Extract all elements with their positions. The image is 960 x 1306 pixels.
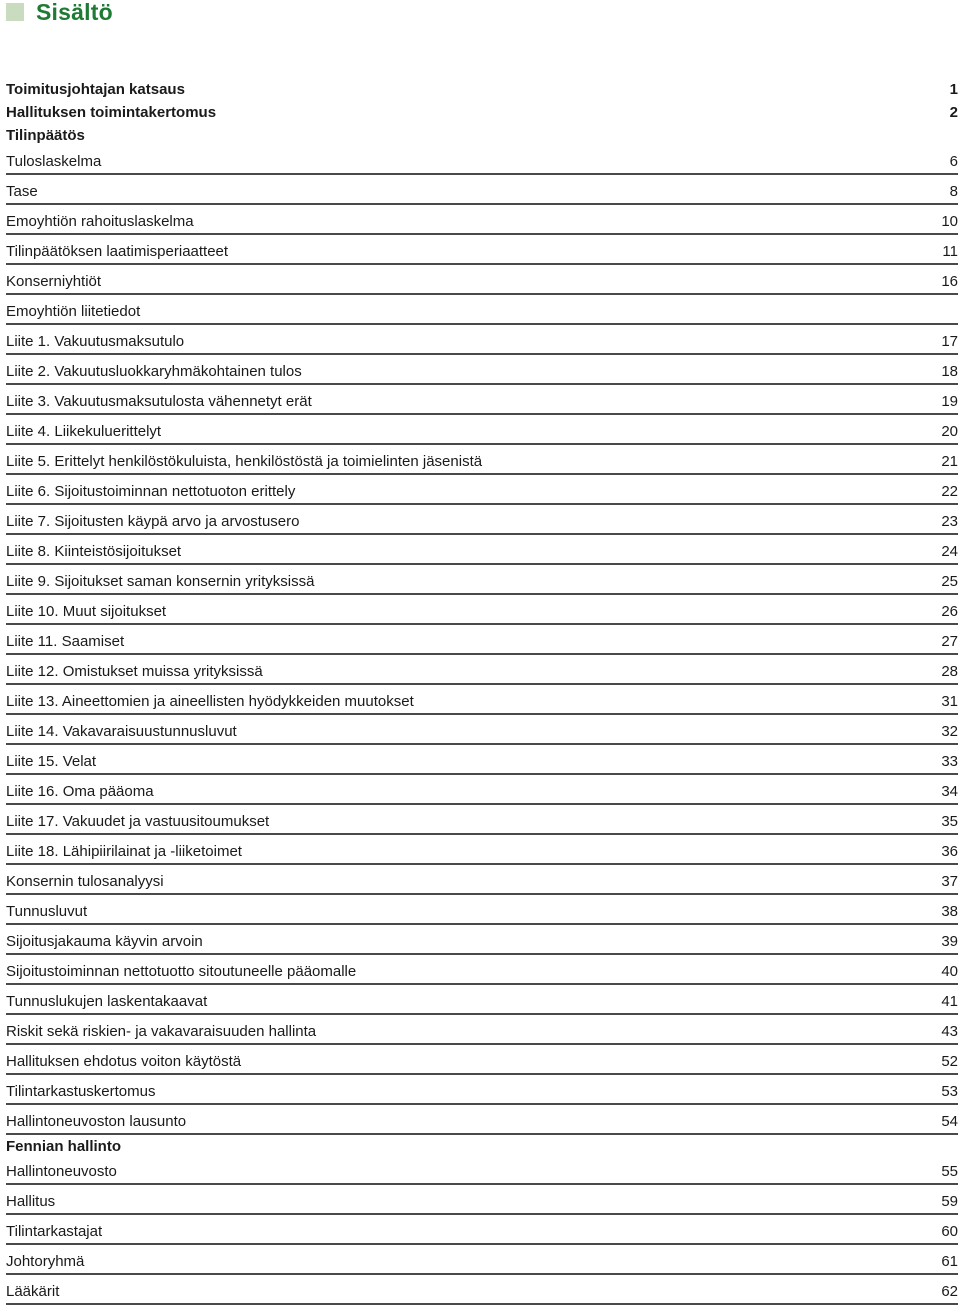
toc-label: Liite 5. Erittelyt henkilöstökuluista, henkilöstöstä ja toimielinten jäsenistä <box>6 453 483 470</box>
toc-label: Sijoitusjakauma käyvin arvoin <box>6 933 203 950</box>
toc-label: Tilintarkastajat <box>6 1223 103 1240</box>
toc-label: Hallituksen toimintakertomus <box>6 104 217 121</box>
toc-row[interactable] <box>6 685 958 715</box>
toc-page-number: 37 <box>941 873 958 890</box>
toc-row[interactable] <box>6 745 958 775</box>
toc-row[interactable] <box>6 505 958 535</box>
toc-page-number: 59 <box>941 1193 958 1210</box>
toc-page-number: 33 <box>941 753 958 770</box>
toc-row[interactable] <box>6 475 958 505</box>
toc-page-number: 38 <box>941 903 958 920</box>
toc-label: Liite 1. Vakuutusmaksutulo <box>6 333 185 350</box>
toc-row[interactable] <box>6 1045 958 1075</box>
toc-row[interactable] <box>6 1275 958 1305</box>
toc-label: Hallituksen ehdotus voiton käytöstä <box>6 1053 242 1070</box>
toc-label: Johtoryhmä <box>6 1253 85 1270</box>
toc-label: Lääkärit <box>6 1283 60 1300</box>
toc-label: Liite 18. Lähipiirilainat ja -liiketoimet <box>6 843 242 860</box>
toc-page-number: 41 <box>941 993 958 1010</box>
toc-label: Tilinpäätöksen laatimisperiaatteet <box>6 243 229 260</box>
toc-label: Tilintarkastuskertomus <box>6 1083 156 1100</box>
toc-label: Liite 7. Sijoitusten käypä arvo ja arvostusero <box>6 513 300 530</box>
toc-row[interactable] <box>6 415 958 445</box>
toc-label: Konsernin tulosanalyysi <box>6 873 164 890</box>
toc-row[interactable] <box>6 535 958 565</box>
toc-label: Hallintoneuvosto <box>6 1163 117 1180</box>
toc-row[interactable] <box>6 355 958 385</box>
toc-row[interactable] <box>6 625 958 655</box>
table-of-contents <box>6 78 958 1305</box>
toc-row[interactable] <box>6 445 958 475</box>
toc-row[interactable] <box>6 325 958 355</box>
toc-label: Toimitusjohtajan katsaus <box>6 81 185 98</box>
toc-page-number: 54 <box>941 1113 958 1130</box>
toc-label: Riskit sekä riskien- ja vakavaraisuuden hallinta <box>6 1023 317 1040</box>
toc-page-number: 26 <box>941 603 958 620</box>
toc-row[interactable] <box>6 205 958 235</box>
toc-page-number: 52 <box>941 1053 958 1070</box>
toc-page-number: 31 <box>941 693 958 710</box>
toc-row[interactable] <box>6 655 958 685</box>
toc-page-number: 23 <box>941 513 958 530</box>
toc-row[interactable] <box>6 101 958 124</box>
toc-label: Liite 4. Liikekuluerittelyt <box>6 423 162 440</box>
toc-page-number: 16 <box>941 273 958 290</box>
toc-page-number: 10 <box>941 213 958 230</box>
toc-label: Tuloslaskelma <box>6 153 102 170</box>
toc-label: Liite 13. Aineettomien ja aineellisten hyödykkeiden muutokset <box>6 693 414 710</box>
toc-label: Tilinpäätös <box>6 127 85 144</box>
toc-label: Liite 8. Kiinteistösijoitukset <box>6 543 182 560</box>
toc-page-number: 34 <box>941 783 958 800</box>
toc-row[interactable] <box>6 895 958 925</box>
toc-row[interactable] <box>6 235 958 265</box>
toc-label: Tunnusluvut <box>6 903 88 920</box>
toc-page-number: 19 <box>941 393 958 410</box>
toc-row[interactable] <box>6 175 958 205</box>
toc-page-number: 20 <box>941 423 958 440</box>
toc-label: Tase <box>6 183 38 200</box>
toc-page-number: 40 <box>941 963 958 980</box>
toc-page-number: 39 <box>941 933 958 950</box>
toc-row[interactable] <box>6 1135 958 1157</box>
toc-label: Liite 6. Sijoitustoiminnan nettotuoton erittely <box>6 483 296 500</box>
toc-label: Liite 2. Vakuutusluokkaryhmäkohtainen tulos <box>6 363 302 380</box>
page-header <box>6 0 113 24</box>
toc-label: Liite 3. Vakuutusmaksutulosta vähennetyt erät <box>6 393 312 410</box>
header-square-icon <box>6 3 24 21</box>
toc-row[interactable] <box>6 565 958 595</box>
toc-label: Hallintoneuvoston lausunto <box>6 1113 187 1130</box>
toc-label: Emoyhtiön liitetiedot <box>6 303 141 320</box>
toc-row[interactable] <box>6 385 958 415</box>
toc-page-number: 11 <box>942 243 958 260</box>
toc-label: Tunnuslukujen laskentakaavat <box>6 993 208 1010</box>
toc-page-number: 62 <box>941 1283 958 1300</box>
toc-row[interactable] <box>6 146 958 175</box>
toc-label: Liite 11. Saamiset <box>6 633 125 650</box>
toc-label: Liite 12. Omistukset muissa yrityksissä <box>6 663 263 680</box>
toc-row[interactable] <box>6 775 958 805</box>
toc-row[interactable] <box>6 1185 958 1215</box>
toc-page-number: 36 <box>941 843 958 860</box>
toc-label: Hallitus <box>6 1193 56 1210</box>
toc-row[interactable] <box>6 78 958 101</box>
toc-page-number: 25 <box>941 573 958 590</box>
toc-row[interactable] <box>6 1015 958 1045</box>
toc-page-number: 27 <box>941 633 958 650</box>
toc-row[interactable] <box>6 835 958 865</box>
toc-page-number: 6 <box>949 153 958 170</box>
toc-label: Fennian hallinto <box>6 1138 121 1155</box>
toc-label: Konserniyhtiöt <box>6 273 102 290</box>
toc-row[interactable] <box>6 124 958 146</box>
toc-page-number: 21 <box>941 453 958 470</box>
toc-label: Liite 17. Vakuudet ja vastuusitoumukset <box>6 813 270 830</box>
toc-row[interactable] <box>6 805 958 835</box>
toc-row[interactable] <box>6 925 958 955</box>
toc-label: Liite 15. Velat <box>6 753 97 770</box>
toc-page-number: 18 <box>941 363 958 380</box>
toc-row[interactable] <box>6 1105 958 1135</box>
toc-page-number: 28 <box>941 663 958 680</box>
toc-page-number: 35 <box>941 813 958 830</box>
toc-page-number: 43 <box>941 1023 958 1040</box>
toc-label: Liite 14. Vakavaraisuustunnusluvut <box>6 723 237 740</box>
toc-row[interactable] <box>6 1245 958 1275</box>
toc-page-number: 17 <box>941 333 958 350</box>
toc-page-number: 61 <box>941 1253 958 1270</box>
toc-row[interactable] <box>6 955 958 985</box>
page-title: Sisältö <box>36 0 113 25</box>
toc-page-number: 24 <box>941 543 958 560</box>
toc-label: Sijoitustoiminnan nettotuotto sitoutuneelle pääomalle <box>6 963 357 980</box>
toc-label: Liite 10. Muut sijoitukset <box>6 603 167 620</box>
toc-row[interactable] <box>6 1075 958 1105</box>
toc-row[interactable] <box>6 265 958 295</box>
toc-label: Liite 9. Sijoitukset saman konsernin yrityksissä <box>6 573 315 590</box>
toc-label: Liite 16. Oma pääoma <box>6 783 154 800</box>
toc-row[interactable] <box>6 715 958 745</box>
toc-row[interactable] <box>6 985 958 1015</box>
toc-page-number: 53 <box>941 1083 958 1100</box>
toc-row[interactable] <box>6 865 958 895</box>
toc-row[interactable] <box>6 1215 958 1245</box>
toc-page-number: 1 <box>949 81 958 98</box>
toc-page-number: 55 <box>941 1163 958 1180</box>
toc-page-number: 60 <box>941 1223 958 1240</box>
toc-label: Emoyhtiön rahoituslaskelma <box>6 213 194 230</box>
toc-page-number: 8 <box>949 183 958 200</box>
toc-row[interactable] <box>6 1157 958 1185</box>
toc-page-number: 22 <box>941 483 958 500</box>
toc-page-number: 32 <box>941 723 958 740</box>
toc-row[interactable] <box>6 295 958 325</box>
toc-page-number: 2 <box>949 104 958 121</box>
toc-row[interactable] <box>6 595 958 625</box>
